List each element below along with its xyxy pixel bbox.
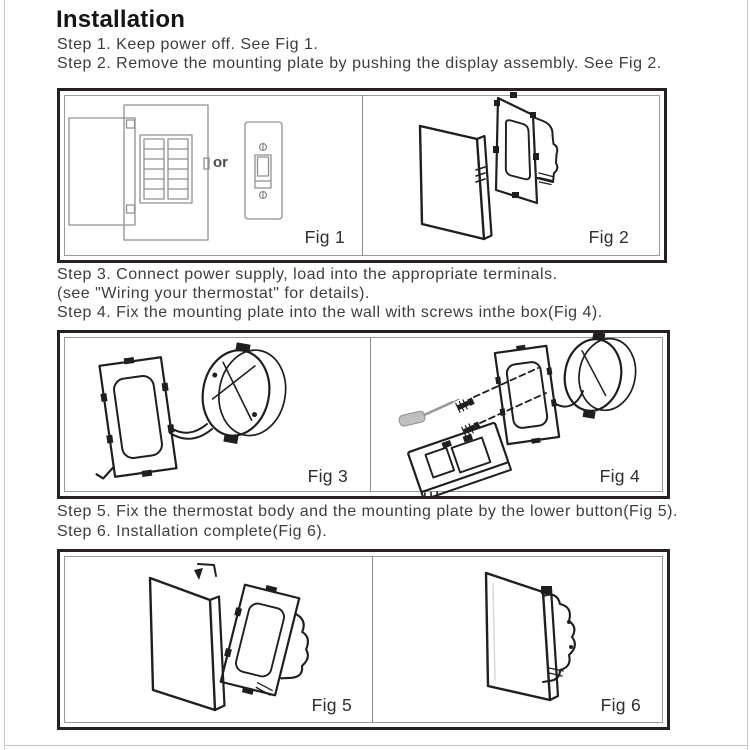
figure-panel-2 [57,330,670,499]
figure-cell-fig1 [60,91,362,260]
fig1-label: Fig 1 [304,227,345,247]
switch-plate [245,122,282,219]
figure-cell-fig6 [373,552,667,727]
wall-box [195,338,293,451]
panel-divider [372,556,373,723]
fig3-label: Fig 3 [307,466,348,486]
figure-cell-fig4 [371,333,667,496]
display-panel [420,126,484,239]
figure-cell-fig3 [60,333,370,496]
wall-box [558,333,642,425]
panel-divider [362,95,363,256]
thermostat-base [408,422,512,496]
thermostat-front [486,573,550,700]
instruction-step-5: Step 5. Fix the thermostat body and the mounting plate by the lower button(Fig 5). [57,503,678,520]
page-title: Installation [56,6,186,33]
wires [169,424,207,433]
instruction-step-3-note: (see "Wiring your thermostat" for details). [57,285,370,302]
panel-door [69,118,135,225]
mounting-plate [217,579,323,705]
panel-divider [370,337,371,492]
page-edge-left [4,0,5,750]
instruction-step-4: Step 4. Fix the mounting plate into the wall with screws inthe box(Fig 4). [57,304,603,321]
screw [456,396,476,412]
mounting-plate [81,353,180,483]
thermostat-body [150,578,215,710]
figure-panel-1 [57,88,667,263]
instruction-step-1: Step 1. Keep power off. See Fig 1. [57,36,319,53]
screwdriver [397,399,462,427]
figure-cell-fig5 [60,552,372,727]
mounting-plate [491,342,561,448]
instruction-step-2: Step 2. Remove the mounting plate by pushing the display assembly. See Fig 2. [57,55,662,72]
instruction-step-6: Step 6. Installation complete(Fig 6). [57,523,328,540]
page-edge-bottom [4,745,748,746]
fig2-label: Fig 2 [588,227,629,247]
or-connector-label: or [213,154,228,171]
panel-body [124,105,208,240]
figure-cell-fig2 [363,91,664,260]
instruction-step-3: Step 3. Connect power supply, load into the appropriate terminals. [57,266,558,283]
fig6-label: Fig 6 [600,695,641,715]
fig4-label: Fig 4 [599,466,640,486]
page-edge-right [747,0,748,750]
fig5-label: Fig 5 [311,695,352,715]
figure-panel-3 [57,549,670,730]
